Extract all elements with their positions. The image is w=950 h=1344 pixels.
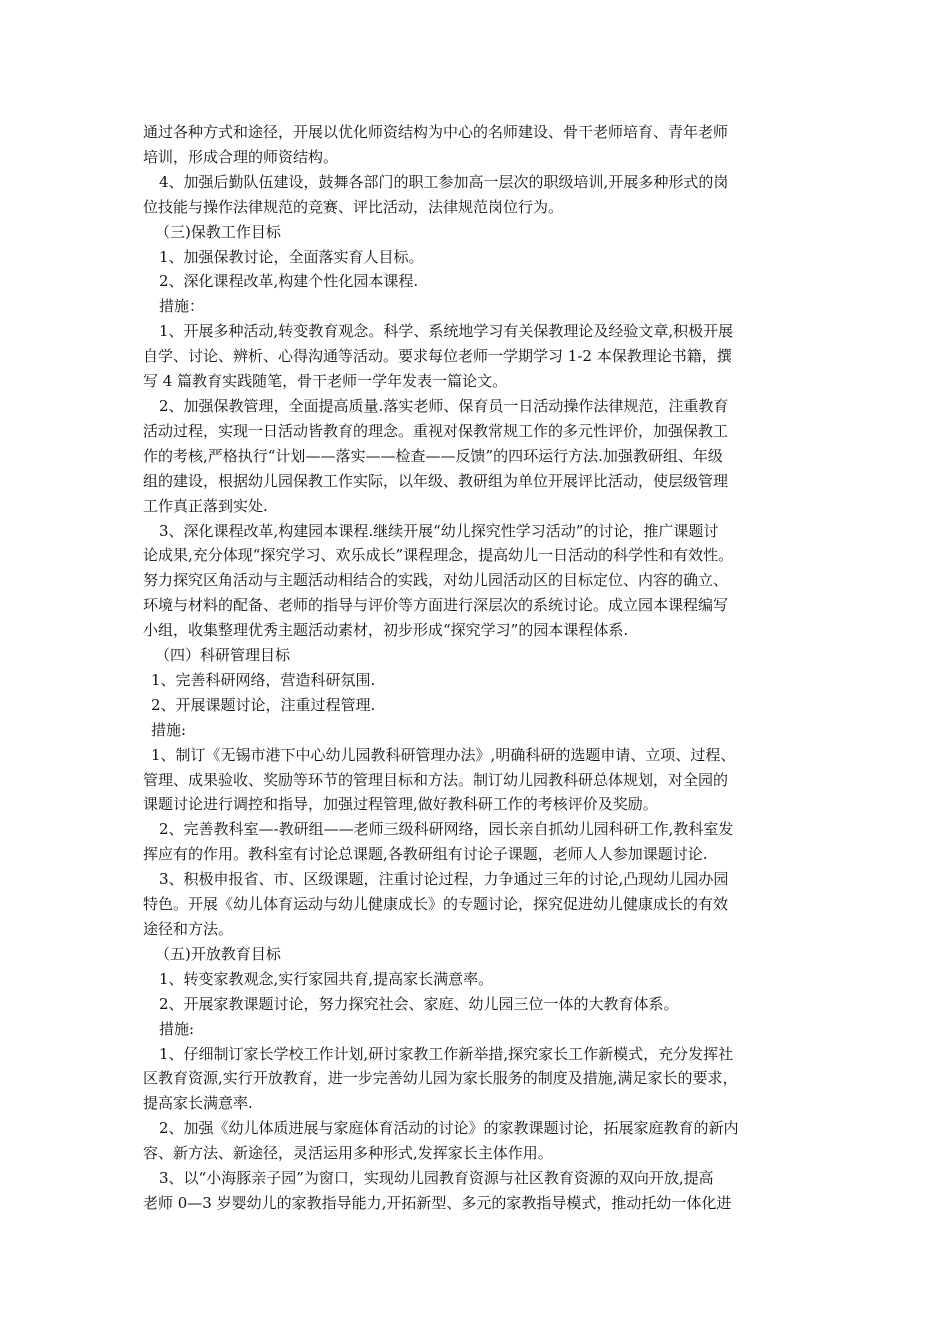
text-line: 3、积极申报省、市、区级课题，注重讨论过程，力争通过三年的讨论,凸现幼儿园办园 xyxy=(159,870,729,889)
text-line: 3、以“小海豚亲子园”为窗口，实现幼儿园教育资源与社区教育资源的双向开放,提高 xyxy=(159,1169,714,1188)
text-line: 措施: xyxy=(159,1019,195,1038)
text-line: 4、加强后勤队伍建设，鼓舞各部门的职工参加高一层次的职级培训,开展多种形式的岗 xyxy=(159,172,729,191)
text-line: 1、转变家教观念,实行家园共育,提高家长满意率。 xyxy=(159,969,494,988)
text-line: 2、深化课程改革,构建个性化园本课程. xyxy=(159,272,419,291)
text-line: 1、开展多种活动,转变教育观念。科学、系统地学习有关保教理论及经验文章,积极开展 xyxy=(159,322,734,341)
text-line: 位技能与操作法律规范的竞赛、评比活动，法律规范岗位行为。 xyxy=(143,197,564,216)
text-line: 小组，收集整理优秀主题活动素材，初步形成“探究学习”的园本课程体系. xyxy=(143,621,629,640)
text-line: 3、深化课程改革,构建园本课程.继续开展“幼儿探究性学习活动”的讨论，推广课题讨 xyxy=(159,521,719,540)
text-line: 写 4 篇教育实践随笔，骨干老师一学年发表一篇论文。 xyxy=(143,372,508,391)
text-line: 1、完善科研网络，营造科研氛围. xyxy=(151,670,376,689)
text-line: 提高家长满意率. xyxy=(143,1094,253,1113)
section-heading: （五)开放教育目标 xyxy=(155,944,281,963)
text-line: 特色。开展《幼儿体育运动与幼儿健康成长》的专题讨论，探究促进幼儿健康成长的有效 xyxy=(143,895,729,914)
text-line: 老师 0—3 岁婴幼儿的家教指导能力,开拓新型、多元的家教指导模式，推动托幼一体化进 xyxy=(143,1193,732,1212)
text-line: 容、新方法、新途径，灵活运用多种形式,发挥家长主体作用。 xyxy=(143,1144,553,1163)
text-line: 1、仔细制订家长学校工作计划,研讨家教工作新举措,探究家长工作新模式，充分发挥社 xyxy=(159,1044,734,1063)
text-line: 作的考核,严格执行“计划——落实——检查——反馈”的四环运行方法.加强教研组、年级 xyxy=(143,446,723,465)
text-line: 论成果,充分体现“探究学习、欢乐成长”课程理念，提高幼儿一日活动的科学性和有效性。 xyxy=(143,546,734,565)
text-line: 2、开展家教课题讨论，努力探究社会、家庭、幼儿园三位一体的大教育体系。 xyxy=(159,994,679,1013)
text-line: 培训，形成合理的师资结构。 xyxy=(143,147,339,166)
text-line: 2、加强保教管理，全面提高质量.落实老师、保育员一日活动操作法律规范，注重教育 xyxy=(159,396,729,415)
section-heading: （三)保教工作目标 xyxy=(155,222,281,241)
text-line: 1、加强保教讨论，全面落实育人目标。 xyxy=(159,247,424,266)
text-line: 1、制订《无锡市港下中心幼儿园教科研管理办法》,明确科研的选题申请、立项、过程、 xyxy=(151,745,736,764)
text-line: 努力探究区角活动与主题活动相结合的实践，对幼儿园活动区的目标定位、内容的确立、 xyxy=(143,571,729,590)
text-line: 活动过程，实现一日活动皆教育的理念。重视对保教常规工作的多元性评价，加强保教工 xyxy=(143,421,729,440)
text-line: 工作真正落到实处. xyxy=(143,496,268,515)
text-line: 管理、成果验收、奖励等环节的管理目标和方法。制订幼儿园教科研总体规划，对全园的 xyxy=(143,770,729,789)
text-line: 组的建设，根据幼儿园保教工作实际，以年级、教研组为单位开展评比活动，使层级管理 xyxy=(143,471,729,490)
text-line: 途径和方法。 xyxy=(143,920,234,938)
text-line: 2、开展课题讨论，注重过程管理. xyxy=(151,695,376,714)
text-line: 区教育资源,实行开放教育，进一步完善幼儿园为家长服务的制度及措施,满足家长的要求， xyxy=(143,1069,738,1088)
section-heading: （四）科研管理目标 xyxy=(155,646,291,665)
text-line: 2、加强《幼儿体质进展与家庭体育活动的讨论》的家教课题讨论，拓展家庭教育的新内 xyxy=(159,1119,739,1138)
text-line: 自学、讨论、辨析、心得沟通等活动。要求每位老师一学期学习 1-2 本保教理论书籍，撰 xyxy=(143,347,732,366)
text-line: 2、完善教科室—-教研组——老师三级科研网络，园长亲自抓幼儿园科研工作,教科室发 xyxy=(159,820,734,839)
text-line: 措施: xyxy=(151,720,187,739)
text-line: 通过各种方式和途径，开展以优化师资结构为中心的名师建设、骨干老师培育、青年老师 xyxy=(143,123,729,141)
text-line: 挥应有的作用。教科室有讨论总课题,各教研组有讨论子课题，老师人人参加课题讨论. xyxy=(143,845,708,864)
document-body xyxy=(143,120,808,1216)
text-line: 措施： xyxy=(159,297,205,316)
text-line: 课题讨论进行调控和指导，加强过程管理,做好教科研工作的考核评价及奖励。 xyxy=(143,795,658,814)
text-line: 环境与材料的配备、老师的指导与评价等方面进行深层次的系统讨论。成立园本课程编写 xyxy=(143,596,729,615)
